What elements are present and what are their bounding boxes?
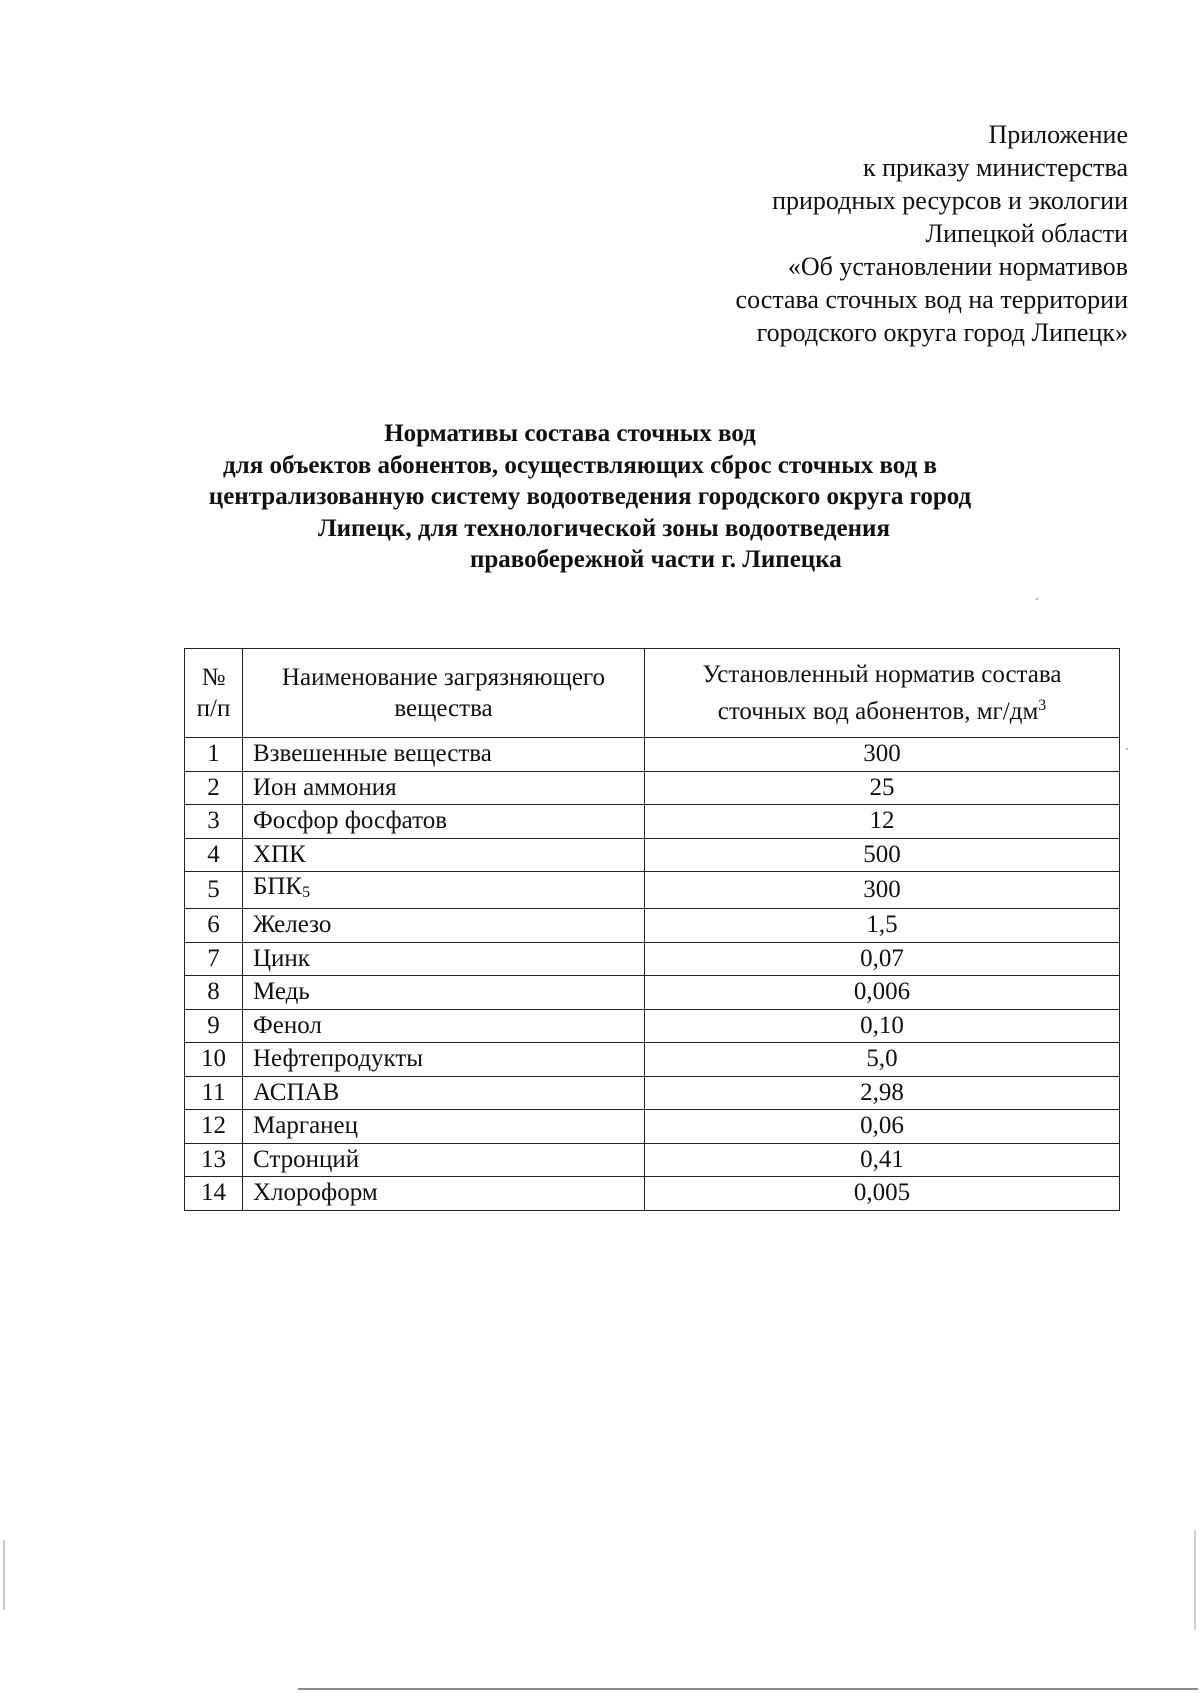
table-row xyxy=(185,942,1120,976)
norm-value: 0,005 xyxy=(645,1177,1120,1211)
substance-name: Марганец xyxy=(243,1110,645,1144)
appendix-line: Липецкой области xyxy=(925,219,1128,248)
norm-value: 0,06 xyxy=(645,1110,1120,1144)
scan-speck xyxy=(1126,748,1128,750)
table-row xyxy=(185,1076,1120,1110)
substance-name: Хлороформ xyxy=(243,1177,645,1211)
title-line: правобережной части г. Липецка xyxy=(470,546,842,573)
row-number: 1 xyxy=(185,738,243,772)
substance-name: ХПК xyxy=(243,838,645,872)
substance-name-text: БПК xyxy=(253,873,303,900)
norm-value: 300 xyxy=(645,872,1120,909)
norm-value: 0,006 xyxy=(645,976,1120,1010)
row-number: 3 xyxy=(185,805,243,839)
table-row xyxy=(185,976,1120,1010)
norm-value: 1,5 xyxy=(645,909,1120,943)
scan-edge-mark xyxy=(3,1540,5,1610)
header-norm-text: сточных вод абонентов, мг/дм xyxy=(717,698,1039,725)
appendix-line: городского округа город Липецк» xyxy=(756,318,1128,347)
appendix-line: природных ресурсов и экологии xyxy=(772,186,1128,215)
substance-name: АСПАВ xyxy=(243,1076,645,1110)
title-line: для объектов абонентов, осуществляющих сброс сточных вод в xyxy=(223,451,937,479)
title-line: централизованную систему водоотведения городского округа город xyxy=(208,483,972,510)
norm-value: 25 xyxy=(645,771,1120,805)
scan-bottom-line xyxy=(298,1688,1198,1690)
norm-value: 0,07 xyxy=(645,942,1120,976)
table-row xyxy=(185,1110,1120,1144)
norm-value: 500 xyxy=(645,838,1120,872)
header-substance xyxy=(243,649,645,738)
row-number: 5 xyxy=(185,872,243,909)
norms-table xyxy=(184,648,1120,1211)
row-number: 10 xyxy=(185,1043,243,1077)
row-number: 9 xyxy=(185,1009,243,1043)
norm-value: 2,98 xyxy=(645,1076,1120,1110)
substance-name: Железо xyxy=(243,909,645,943)
table-row xyxy=(185,738,1120,772)
norm-value: 300 xyxy=(645,738,1120,772)
substance-name: Стронций xyxy=(243,1143,645,1177)
substance-name: Фенол xyxy=(243,1009,645,1043)
substance-name: Цинк xyxy=(243,942,645,976)
unit-superscript: 3 xyxy=(1038,697,1047,714)
substance-name: Нефтепродукты xyxy=(243,1043,645,1077)
norm-value: 0,41 xyxy=(645,1143,1120,1177)
header-norm-line xyxy=(651,690,1113,727)
table-row xyxy=(185,838,1120,872)
table-row xyxy=(185,872,1120,909)
row-number: 4 xyxy=(185,838,243,872)
substance-name: Взвешенные вещества xyxy=(243,738,645,772)
row-number: 7 xyxy=(185,942,243,976)
row-number: 8 xyxy=(185,976,243,1010)
title-line: Липецк, для технологической зоны водоотведения xyxy=(318,514,890,542)
row-number: 11 xyxy=(185,1076,243,1110)
norm-value: 0,10 xyxy=(645,1009,1120,1043)
appendix-block xyxy=(528,118,1128,349)
row-number: 12 xyxy=(185,1110,243,1144)
table-row xyxy=(185,771,1120,805)
subscript: 5 xyxy=(302,884,311,901)
table-row xyxy=(185,1177,1120,1211)
header-norm-line: Установленный норматив состава xyxy=(702,661,1062,688)
row-number: 13 xyxy=(185,1143,243,1177)
header-number xyxy=(185,649,243,738)
scan-speck xyxy=(1036,598,1038,600)
header-number-line: № xyxy=(201,664,226,691)
header-substance-line: Наименование загрязняющего xyxy=(281,664,606,691)
table-row xyxy=(185,1143,1120,1177)
substance-name: Фосфор фосфатов xyxy=(243,805,645,839)
appendix-line: «Об установлении нормативов xyxy=(787,252,1128,281)
row-number: 2 xyxy=(185,771,243,805)
row-number: 6 xyxy=(185,909,243,943)
appendix-line: состава сточных вод на территории xyxy=(735,285,1128,314)
table-row xyxy=(185,1043,1120,1077)
header-norm xyxy=(645,649,1120,738)
substance-name: Ион аммония xyxy=(243,771,645,805)
norm-value: 12 xyxy=(645,805,1120,839)
scan-edge-mark xyxy=(1194,1530,1196,1630)
substance-name: Медь xyxy=(243,976,645,1010)
substance-name xyxy=(243,872,645,909)
table-row xyxy=(185,805,1120,839)
row-number: 14 xyxy=(185,1177,243,1211)
appendix-line: к приказу министерства xyxy=(863,153,1128,182)
appendix-line: Приложение xyxy=(988,120,1128,149)
header-number-line: п/п xyxy=(196,695,231,722)
table-row xyxy=(185,909,1120,943)
header-substance-line: вещества xyxy=(394,695,493,722)
table-row xyxy=(185,1009,1120,1043)
document-title xyxy=(0,418,1200,576)
norm-value: 5,0 xyxy=(645,1043,1120,1077)
title-line: Нормативы состава сточных вод xyxy=(384,420,756,447)
table-header-row xyxy=(185,649,1120,738)
